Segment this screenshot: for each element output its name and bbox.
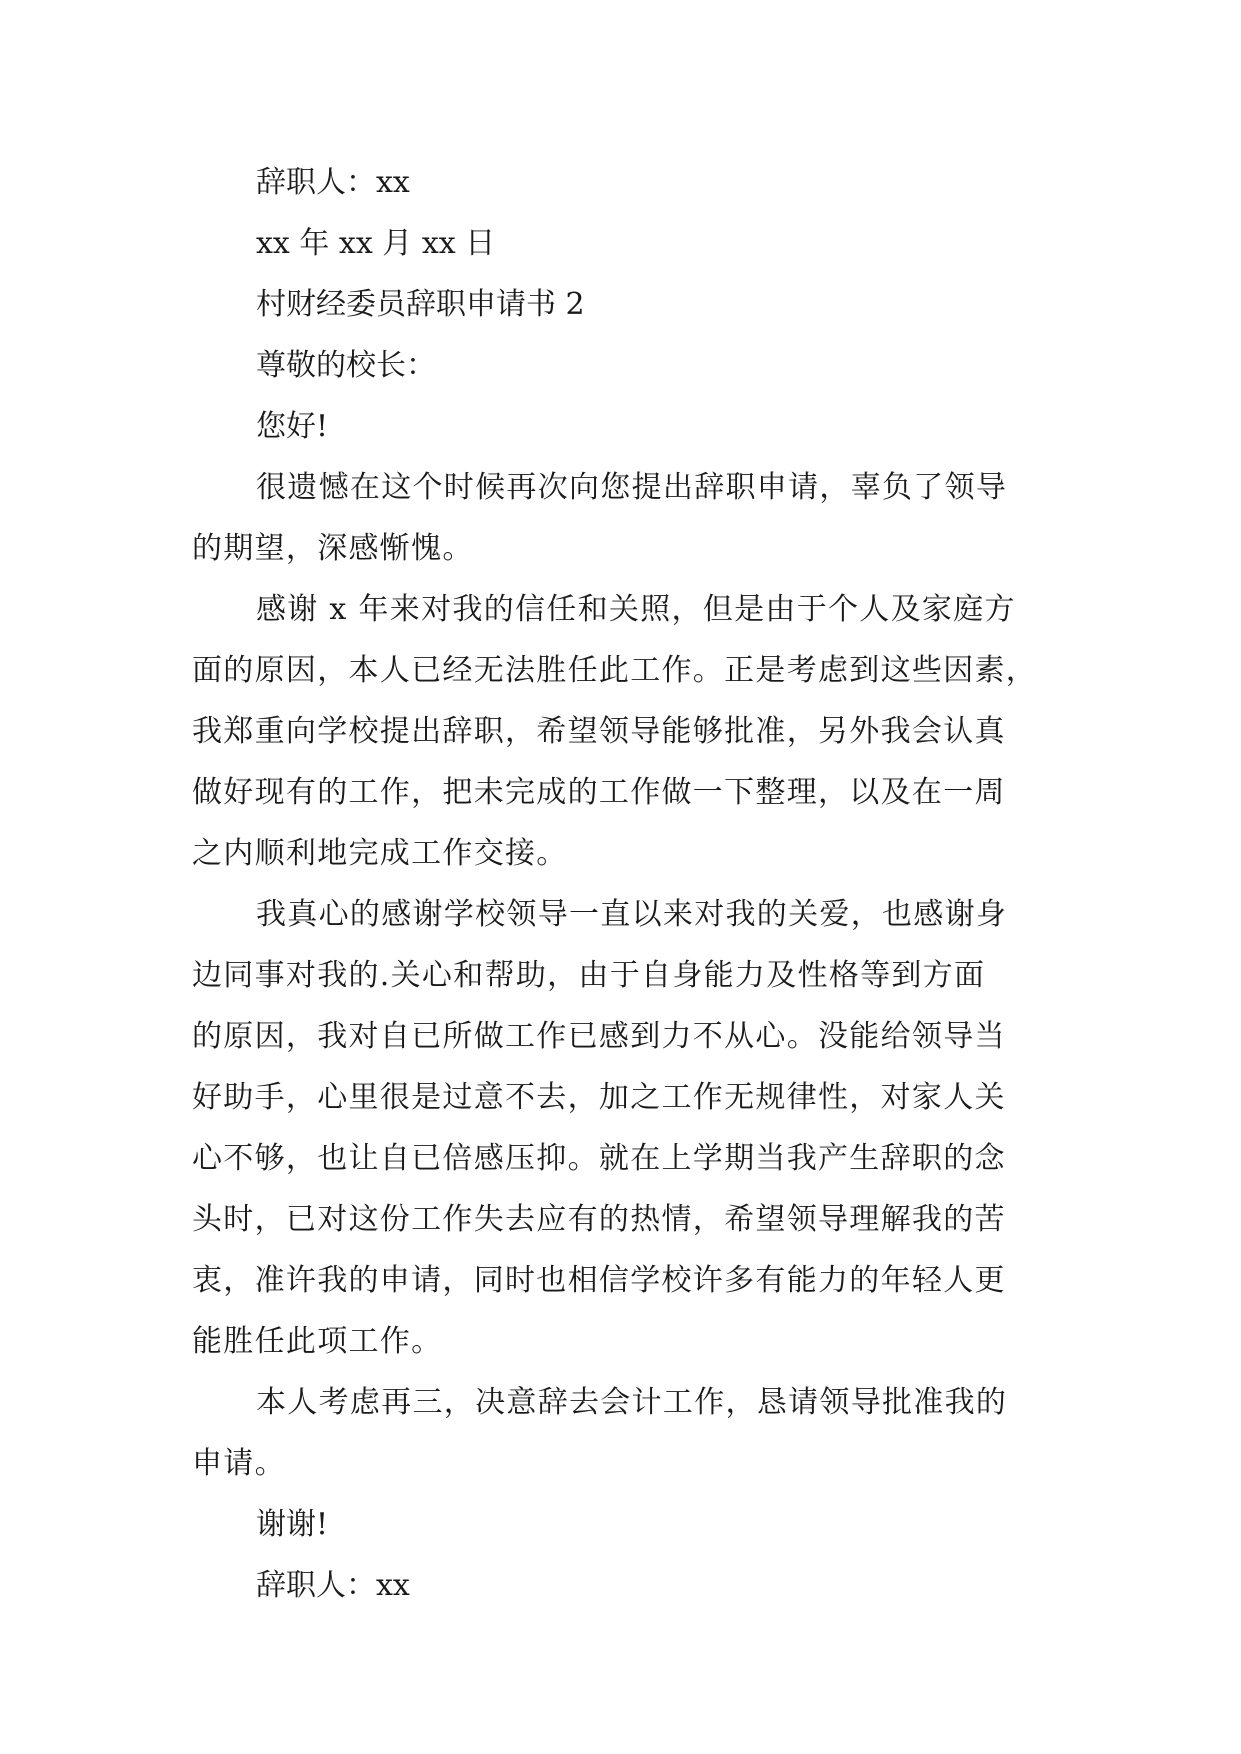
closing-thanks: 谢谢!: [256, 1507, 329, 1542]
paragraph-decision: [192, 1372, 1052, 1494]
paragraph-line: 衷，准许我的申请，同时也相信学校许多有能力的年轻人更: [192, 1263, 1006, 1298]
document-body: [192, 152, 1052, 1616]
paragraph-line: 面的原因，本人已经无法胜任此工作。正是考虑到这些因素，: [192, 653, 1038, 688]
paragraph-thanks: [192, 579, 1052, 884]
document-title: 村财经委员辞职申请书 2: [256, 287, 585, 322]
paragraph-line: 的原因，我对自已所做工作已感到力不从心。没能给领导当: [192, 1019, 1006, 1054]
paragraph-line: 感谢 x 年来对我的信任和关照，但是由于个人及家庭方: [256, 592, 1016, 627]
salutation: 尊敬的校长：: [256, 348, 436, 383]
paragraph-line: 好助手，心里很是过意不去，加之工作无规律性，对家人关: [192, 1080, 1006, 1115]
resigner-line: 辞职人：xx: [256, 165, 410, 200]
paragraph-line: 之内顺利地完成工作交接。: [192, 836, 568, 871]
paragraph-line: 我郑重向学校提出辞职，希望领导能够批准，另外我会认真: [192, 714, 1006, 749]
paragraph-line: 很遗憾在这个时候再次向您提出辞职申请，辜负了领导: [256, 470, 1008, 505]
date-line: xx 年 xx 月 xx 日: [256, 226, 496, 261]
paragraph-line: 心不够，也让自已倍感压抑。就在上学期当我产生辞职的念: [192, 1141, 1006, 1176]
paragraph-gratitude: [192, 884, 1052, 1372]
paragraph-line: 能胜任此项工作。: [192, 1324, 443, 1359]
signature-line: 辞职人：xx: [256, 1568, 410, 1603]
paragraph-line: 做好现有的工作，把未完成的工作做一下整理，以及在一周: [192, 775, 1006, 810]
paragraph-line: 边同事对我的.关心和帮助，由于自身能力及性格等到方面: [192, 958, 986, 993]
greeting: 您好!: [256, 409, 329, 444]
paragraph-line: 本人考虑再三，决意辞去会计工作，恳请领导批准我的: [256, 1385, 1008, 1420]
paragraph-regret: [192, 457, 1052, 579]
paragraph-line: 我真心的感谢学校领导一直以来对我的关爱，也感谢身: [256, 897, 1008, 932]
paragraph-line: 头时，已对这份工作失去应有的热情，希望领导理解我的苦: [192, 1202, 1006, 1237]
paragraph-line: 的期望，深感惭愧。: [192, 531, 474, 566]
paragraph-line: 申请。: [192, 1446, 286, 1481]
